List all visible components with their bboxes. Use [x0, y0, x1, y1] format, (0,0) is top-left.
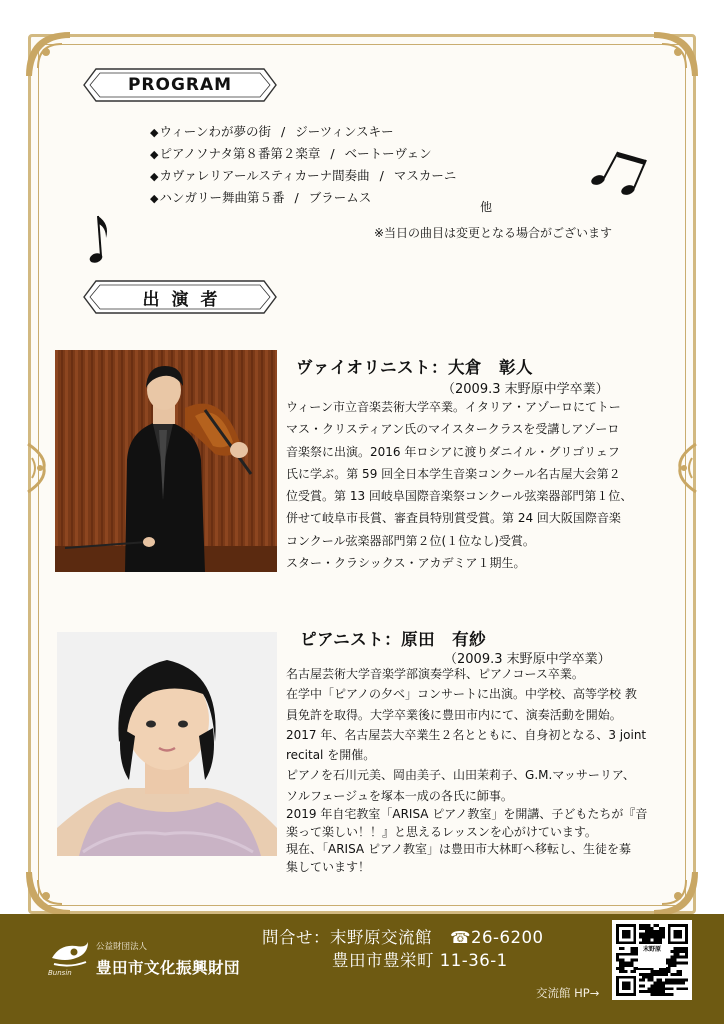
- foundation-type: 公益財団法人: [96, 942, 148, 952]
- side-ornament-icon: [24, 440, 50, 496]
- pianist-graduation: （2009.3 末野原中学卒業）: [444, 652, 611, 667]
- qr-label: 末野原: [638, 944, 666, 968]
- bio-line: 併せて岐阜市長賞、審査員特別賞受賞。第 24 回大阪国際音楽: [286, 511, 621, 526]
- bio-line: 在学中「ピアノの夕べ」コンサートに出演。中学校、高等学校 教: [286, 687, 637, 702]
- pianist-role: ピアニスト：原田 有紗: [300, 630, 487, 649]
- violinist-bio: [286, 396, 632, 574]
- bio-line: 音楽祭に出演。2016 年ロシアに渡りダニイル・グリゴリェフ: [286, 444, 620, 459]
- program-title: ピアノソナタ第８番第２楽章: [159, 146, 321, 161]
- violinist-graduation: （2009.3 末野原中学卒業）: [442, 382, 609, 397]
- foundation-name: 豊田市文化振興財団: [96, 959, 241, 977]
- violinist-photo: [55, 350, 277, 572]
- address: 豊田市豊栄町 11-36-1: [332, 951, 508, 970]
- bio-line: 楽って楽しい！！』と思えるレッスンを心がけています。: [286, 824, 597, 839]
- bio-line: recital を開催。: [286, 748, 376, 763]
- performers-heading: 出演者: [142, 289, 230, 310]
- program-title: カヴァレリアールスティカーナ間奏曲: [159, 168, 370, 183]
- corner-ornament-icon: [650, 28, 702, 80]
- program-composer: ブラームス: [308, 190, 372, 205]
- program-item: ◆ハンガリー舞曲第５番 / ブラームス: [150, 190, 372, 205]
- pianist-bio-school: [286, 806, 647, 876]
- bio-line: 2019 年自宅教室「ARISA ピアノ教室」を開講、子どもたちが『音: [286, 807, 648, 821]
- bio-line: 現在、「ARISA ピアノ教室」は豊田市大林町へ移転し、生徒を募: [286, 842, 631, 856]
- bio-line: コンクール弦楽器部門第２位(１位なし)受賞。: [286, 533, 535, 548]
- corner-ornament-icon: [22, 28, 74, 80]
- program-note: ※当日の曲目は変更となる場合がございます: [374, 226, 613, 240]
- bio-line: ウィーン市立音楽芸術大学卒業。イタリア・アゾーロにてトー: [286, 400, 621, 414]
- program-item: ◆ピアノソナタ第８番第２楽章 / ベートーヴェン: [150, 146, 432, 161]
- program-list: [150, 121, 456, 209]
- pianist-photo: [57, 632, 277, 856]
- bio-line: 員免許を取得。大学卒業後に豊田市内にて、演奏活動を開始。: [286, 707, 622, 722]
- bio-line: 氏に学ぶ。第 59 回全日本学生音楽コンクール名古屋大会第２: [286, 466, 621, 481]
- program-composer: ベートーヴェン: [344, 146, 432, 161]
- bio-line: ソルフェージュを塚本一成の各氏に師事。: [286, 788, 513, 803]
- program-item: ◆カヴァレリアールスティカーナ間奏曲 / マスカーニ: [150, 168, 457, 183]
- pianist-bio: [286, 664, 646, 806]
- corner-ornament-icon: [650, 868, 702, 920]
- phone-number: ☎26-6200: [450, 928, 544, 947]
- program-title: ウィーンわが夢の街: [159, 124, 271, 139]
- bio-line: 位受賞。第 13 回岐阜国際音楽祭コンクール弦楽器部門第１位、: [286, 489, 633, 504]
- logo-text: Bunsin: [48, 969, 72, 977]
- side-ornament-icon: [674, 440, 700, 496]
- beamed-notes-icon: [588, 146, 650, 198]
- program-composer: マスカーニ: [393, 168, 457, 183]
- bio-line: ピアノを石川元美、岡由美子、山田茉莉子、G.M.マッサーリア、: [286, 768, 635, 783]
- program-heading: PROGRAM: [127, 75, 233, 95]
- program-composer: ジーツィンスキー: [295, 124, 394, 139]
- bio-line: 名古屋芸術大学音楽学部演奏学科、ピアノコース卒業。: [286, 667, 584, 681]
- homepage-label: 交流館 HP→: [536, 986, 600, 1000]
- contact-info: [262, 924, 544, 948]
- contact-label: 問合せ：末野原交流館: [262, 928, 432, 947]
- corner-ornament-icon: [22, 868, 74, 920]
- violinist-role: ヴァイオリニスト：大倉 彰人: [296, 358, 534, 377]
- eighth-note-icon: [86, 212, 112, 266]
- performers-banner: [82, 278, 278, 316]
- program-title: ハンガリー舞曲第５番: [159, 190, 285, 205]
- bio-line: 2017 年、名古屋芸大卒業生２名とともに、自身初となる、3 joint: [286, 727, 647, 742]
- program-other: 他: [480, 200, 493, 214]
- bio-line: 集しています！: [286, 859, 371, 874]
- program-item: ◆ウィーンわが夢の街 / ジーツィンスキー: [150, 124, 394, 139]
- bio-line: スター・クラシックス・アカデミア１期生。: [286, 556, 526, 571]
- program-banner: [82, 66, 278, 104]
- bio-line: マス・クリスティアン氏のマイスタークラスを受講しアゾーロ: [286, 422, 620, 437]
